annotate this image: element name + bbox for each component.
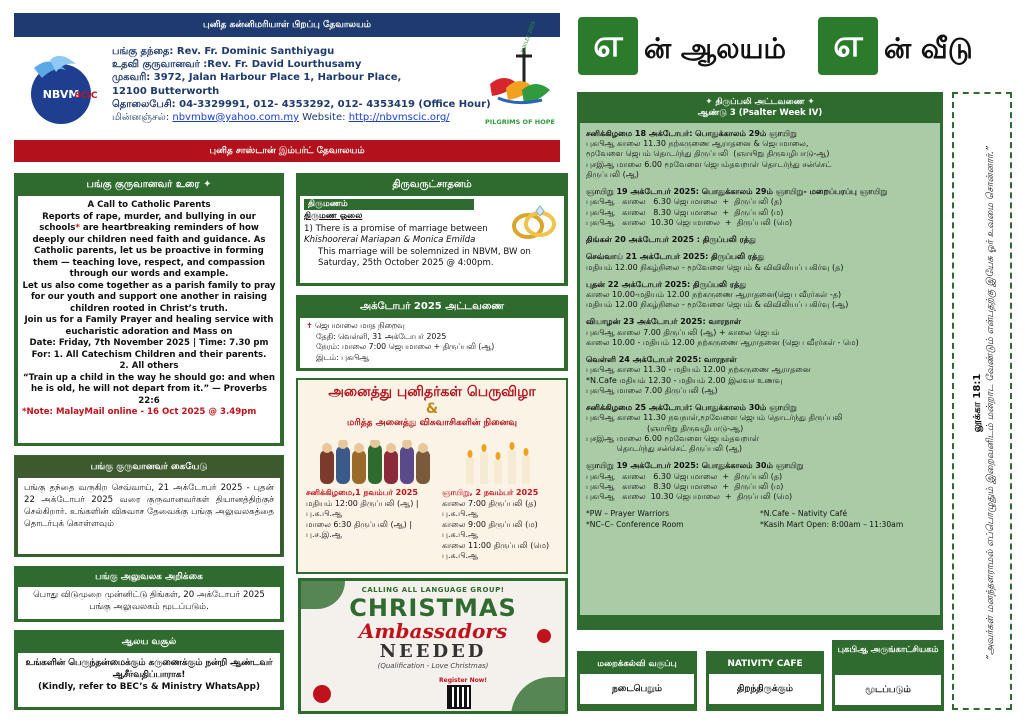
saints-illustration bbox=[316, 440, 436, 484]
cafe-status: திறந்திருக்கும் bbox=[709, 674, 821, 704]
priest-handbook-text: பங்கு தந்தை வருகிற செவ்வாய், 21 அக்டோபர் 2025 - புதன் 22 அக்டோபர் 2025 வரை குருவானவர்கள் தியானத்திற்குச் செல்கிறார். உங்களின் விசுவாச தேவைக்கு பங்கு அலுவலகத்தை தொடர்புக் கொள்ளவும் bbox=[18, 478, 280, 554]
schedule-line: (ஞாயிறு திருவழிபாடு-ஆ) bbox=[586, 423, 744, 433]
message-for2: 2. All others bbox=[119, 361, 179, 372]
title-word-2: ன் வீடு bbox=[884, 32, 973, 65]
schedule-line: புகபிஆ காலை 6.30 ஜெபமாலை + திருப்பலி (த) bbox=[586, 197, 783, 207]
legend-item: *NC–C– Conference Room bbox=[586, 519, 684, 529]
schedule-legend bbox=[586, 509, 934, 530]
marriage-text-a: There is a promise of marriage between bbox=[315, 224, 488, 234]
schedule-day bbox=[586, 252, 934, 272]
all-saints-left-title: சனிக்கிழமை,1 நவம்பர் 2025 bbox=[306, 488, 418, 497]
title-word-1: ன் ஆலயம் bbox=[644, 32, 787, 65]
schedule-line: தொடர்ந்து சன்செட் திருப்பலி (ஆ) bbox=[586, 444, 742, 454]
priest-handbook-heading: பங்கு குருவானவர் கையேடு bbox=[15, 456, 283, 478]
rosary-icon: ✝ bbox=[306, 321, 313, 330]
jubilee-slogan: PILGRIMS OF HOPE bbox=[485, 118, 555, 126]
phone-line: தொலைபேசி: 04-3329991, 012- 4353292, 012- 4353419 (Office Hour) bbox=[112, 98, 491, 110]
jubilee-year: JUBILEE 2025 bbox=[520, 20, 538, 55]
schedule-day-title: திங்கள் 20 அக்டோபர் 2025 : திருப்பலி ரத்து bbox=[586, 235, 756, 245]
all-saints-right-title: ஞாயிறு, 2 நவம்பர் 2025 bbox=[442, 488, 539, 497]
schedule-day bbox=[586, 403, 934, 454]
pine-branch-icon bbox=[511, 677, 568, 714]
schedule-day bbox=[586, 461, 934, 502]
collection-text2: (Kindly, refer to BEC’s & Ministry WhatsApp) bbox=[38, 681, 260, 692]
schedule-line: புகபிஆ காலை 10.30 ஜெபமாலை + திருப்பலி (மெ) bbox=[586, 491, 793, 501]
message-title: A Call to Catholic Parents bbox=[87, 200, 211, 210]
email-line bbox=[112, 111, 492, 124]
svg-text:NBVM: NBVM bbox=[42, 88, 80, 101]
october-time: நேரம்: மாலை 7:00 ஜெபமாலை + திருப்பலி (ஆ) bbox=[316, 342, 495, 352]
schedule-line: புகபிஆ காலை 6.30 ஜெபமாலை + திருப்பலி (த) bbox=[586, 471, 783, 481]
schedule-line: திருப்பலி (ஆ) bbox=[586, 169, 639, 179]
website-label: Website: bbox=[302, 111, 349, 123]
all-saints-right bbox=[442, 488, 566, 562]
subchurch-name: புனித சாஸ்டான் இம்பர்ட் தேவாலயம் bbox=[209, 146, 365, 156]
christmas-register: Register Now! bbox=[439, 677, 488, 684]
schedule-day bbox=[586, 129, 934, 180]
sacraments-sub2: திருமண ஓலை bbox=[304, 211, 363, 221]
christmas-line2: Ambassadors bbox=[358, 619, 508, 644]
schedule-line: மதியம் 12.00 நிகழ்நிலை - மூவேளை ஜெபம் & விவிலியப் பகிர்வு (த) bbox=[586, 262, 844, 272]
legend-item: *Kasih Mart Open: 8:00am – 11:30am bbox=[760, 519, 904, 529]
liturgy-header bbox=[580, 95, 940, 120]
address-line2: 12100 Butterworth bbox=[112, 85, 220, 97]
october-place: இடம்: புகபிஆ bbox=[316, 352, 369, 362]
wedding-rings-icon bbox=[510, 202, 558, 242]
message-for1: For: 1. All Catechism Children and their parents. bbox=[31, 349, 267, 360]
schedule-day-title: ஞாயிறு 19 அக்டோபர் 2025: பொதுக்காலம் 30ம் ஞாயிறு bbox=[586, 461, 804, 471]
email-label: மின்னஞ்சல்: bbox=[112, 111, 170, 123]
all-saints-right-line: காலை 11:00 திருப்பலி (மெ) பு.க.பி.ஆ bbox=[442, 540, 550, 561]
schedule-day-title: ஞாயிறு 19 அக்டோபர் 2025: பொதுக்காலம் 29ம் ஞாயிறு- மறைப்பரப்பு ஞாயிறு bbox=[586, 187, 888, 197]
ornament-icon bbox=[537, 629, 551, 643]
address-line1: முகவரி: 3972, Jalan Harbour Place 1, Harbour Place, bbox=[112, 72, 402, 84]
schedule-line: புசஇஆ மாலை 6.00 மூவேளை ஜெபம்தவறாள் bbox=[586, 433, 760, 443]
christmas-line1: CHRISTMAS bbox=[349, 594, 517, 622]
all-saints-title2: மரித்த அனைத்து விசுவாசிகளின் நினைவு bbox=[347, 418, 517, 428]
message-quote: “Train up a child in the way he should go: and when he is old, he will not depart from it.” — Proverbs 22:6 bbox=[23, 372, 275, 406]
schedule-day-title: வியாழன் 23 அக்டோபர் 2025: வாரநாள் bbox=[586, 317, 741, 327]
october-event bbox=[306, 321, 558, 332]
message-note: *Note: MalayMail online - 16 Oct 2025 @ 3.49pm bbox=[22, 407, 257, 418]
schedule-line: புகபிஆ காலை 11.30 நற்கருணை ஆராதனை & ஜெபமாலை, bbox=[586, 139, 809, 149]
office-notice-box bbox=[14, 566, 284, 622]
email-link[interactable]: nbvmbw@yahoo.com.my bbox=[172, 111, 300, 123]
christmas-line3: NEEDED bbox=[379, 641, 487, 663]
schedule-line: புகபிஆ காலை 11.30 - மதியம் 12.00 நற்கருணை ஆராதனை bbox=[586, 365, 811, 375]
candles-illustration bbox=[460, 440, 540, 484]
cafe-label: NATIVITY CAFE bbox=[727, 659, 803, 669]
museum-label: புகபிஆ அருங்காட்சியகம் bbox=[837, 645, 939, 655]
schedule-day bbox=[586, 317, 934, 348]
priest-handbook-box bbox=[14, 455, 284, 557]
schedule-line: புகபிஆ காலை 8.30 ஜெபமாலை + திருப்பலி (ம) bbox=[586, 207, 784, 217]
all-saints-left-line: மாலை 6:30 திருப்பலி (ஆ) | பு.ச.இ.ஆ bbox=[306, 519, 413, 540]
all-saints-amp: & bbox=[425, 401, 439, 417]
message-p3: Join us for a Family Prayer and healing service with eucharistic adoration and Mass on bbox=[24, 315, 274, 337]
legend-item: *N.Cafe – Nativity Café bbox=[760, 509, 848, 519]
message-date: Date: Friday, 7th November 2025 | Time: 7.30 pm bbox=[29, 338, 269, 349]
parish-priest: பங்கு தந்தை: Rev. Fr. Dominic Santhiyagu bbox=[112, 46, 335, 57]
subchurch-bar bbox=[14, 140, 560, 162]
october-heading: அக்டோபர் 2025 அட்டவணை bbox=[297, 296, 567, 318]
christmas-top: CALLING ALL LANGUAGE GROUP! bbox=[361, 586, 505, 594]
priest-message-box bbox=[14, 173, 284, 446]
christmas-poster bbox=[298, 578, 568, 714]
legend-item: *PW – Prayer Warriors bbox=[586, 509, 670, 519]
all-saints-right-line: காலை 7:00 திருப்பலி (த) பு.க.பி.ஆ bbox=[442, 498, 537, 519]
schedule-day bbox=[586, 355, 934, 396]
assistant-priest: உதவி குருவானவர் :Rev. Fr. David Lourthusamy bbox=[112, 59, 362, 71]
schedule-day bbox=[586, 235, 934, 245]
church-name-bar bbox=[14, 13, 560, 37]
schedule-line: புகபிஆ காலை 8.30 ஜெபமாலை + திருப்பலி (ம) bbox=[586, 481, 784, 491]
liturgy-body bbox=[580, 123, 940, 615]
verse-content bbox=[971, 103, 997, 703]
sacraments-subheading: திருமணம் bbox=[304, 199, 474, 210]
schedule-line: புசஇஆ மாலை 6.00 மூவேளை ஜெபம்தவறாள் தொடர்ந்து சன்செட் bbox=[586, 159, 832, 169]
schedule-day-title: சனிக்கிழமை 25 அக்டோபர்: பொதுக்காலம் 30ம் ஞாயிறு bbox=[586, 403, 797, 413]
collection-heading: ஆலய வசூல் bbox=[15, 631, 283, 653]
liturgy-box bbox=[577, 92, 943, 630]
schedule-day-title: சனிக்கிழமை 18 அக்டோபர்: பொதுக்காலம் 29ம் ஞாயிறு bbox=[586, 128, 797, 138]
collection-box bbox=[14, 630, 284, 710]
october-body bbox=[300, 318, 564, 368]
marriage-names: Khishoorerai Mariapan & Monica Emilda bbox=[304, 235, 476, 246]
schedule-line: புகபிஆ மாலை 7.00 திருப்பலி (ஆ) bbox=[586, 385, 718, 395]
website-link[interactable]: http://nbvmscic.org/ bbox=[348, 111, 450, 123]
collection-text: உங்களின் பெருந்தன்மைக்கும் கருணைக்கும் நன்றி ஆண்டவர் ஆசீர்வதிப்பாராக! bbox=[25, 658, 273, 680]
contact-block bbox=[112, 45, 492, 124]
ornament-icon bbox=[313, 685, 331, 703]
office-notice-text: பொது விடுமுறை முன்னிட்டு திங்கள், 20 அக்டோபர் 2025 பங்கு அலுவலகம் மூடப்படும். bbox=[18, 587, 280, 619]
priest-message-heading-text: பங்கு குருவானவர் உரை bbox=[86, 179, 200, 190]
october-event-text: ஜெபமாலை மாத நிறைவு bbox=[315, 321, 405, 330]
all-saints-poster bbox=[296, 378, 568, 574]
october-date: தேதி: வெள்ளி, 31 அக்டோபர் 2025 bbox=[316, 331, 447, 341]
schedule-line: *N.Cafe மதியம் 12.30 - மதியம் 2.00 இலவச உணவு bbox=[586, 375, 783, 385]
footnote-star: * bbox=[75, 223, 80, 234]
museum-box bbox=[832, 640, 944, 711]
liturgy-heading1: ✦ திருப்பலி அட்டவணை ✦ bbox=[705, 97, 815, 107]
all-saints-left bbox=[306, 488, 434, 541]
sacraments-body bbox=[300, 196, 564, 283]
museum-status: மூடப்படும் bbox=[835, 675, 941, 705]
catechism-status: நடைபெறும் bbox=[580, 674, 694, 704]
schedule-line: புகபிஆ காலை 11.30 நவநாள்,மூவேளை ஜெபம் தொடர்ந்து திருப்பலி bbox=[586, 413, 843, 423]
verse-ref: லூக்கா 18:1 bbox=[971, 373, 983, 433]
marriage-text-b: This marriage will be solemnized in NBVM, BW on Saturday, 25th October 2025 @ 4:00pm. bbox=[318, 246, 531, 269]
liturgy-heading2: ஆண்டு 3 (Psalter Week IV) bbox=[697, 108, 823, 119]
marriage-num: 1) bbox=[304, 224, 313, 234]
verse-text: “அவர்கள் மனந்தளராமல் எப்பொழுதும் இறைவனிடம் மன்றாட வேண்டும் என்பதற்கு இயேசு ஓர் உவமை சொன்னார்.” bbox=[984, 146, 996, 660]
schedule-line: மூவேளை ஜெபம் தொடர்ந்து திருப்பலி (ஞாயிறு திருவழிபாடு-ஆ) bbox=[586, 149, 830, 159]
priest-message-heading bbox=[15, 174, 283, 196]
dove-icon: ✦ bbox=[203, 179, 212, 190]
church-name: புனித கன்னிமரியாள் பிறப்பு தேவாலயம் bbox=[203, 20, 371, 30]
catechism-label: மறைக்கல்வி வகுப்பு bbox=[597, 659, 677, 669]
october-box bbox=[296, 295, 568, 371]
parish-logo bbox=[20, 48, 102, 130]
priest-message-body bbox=[18, 196, 280, 443]
schedule-line: புகபிஆ காலை 10.30 ஜெபமாலை + திருப்பலி (மெ) bbox=[586, 217, 793, 227]
schedule-line: காலை 10.00-மதியம் 12.00 நற்கருணை ஆராதனை(ஜெப வீரர்கள் -த) bbox=[586, 289, 842, 299]
qr-code-icon[interactable] bbox=[447, 685, 471, 709]
schedule-day-title: புதன் 22 அக்டோபர் 2025: திருப்பலி ரத்து bbox=[586, 279, 747, 289]
message-p1 bbox=[22, 212, 276, 281]
sacraments-box bbox=[296, 173, 568, 286]
schedule-line: மதியம் 12.00 நிகழ்நிலை - மூவேளை ஜெபம் & விவிலியப் பகிர்வு (ஆ) bbox=[586, 300, 849, 310]
all-saints-right-line: காலை 9:00 திருப்பலி (ம) பு.க.பி.ஆ bbox=[442, 519, 538, 540]
schedule-day bbox=[586, 187, 934, 228]
verse-box bbox=[952, 92, 1012, 710]
christmas-line4: (Qualification - Love Christmas) bbox=[377, 661, 489, 670]
all-saints-title1: அனைத்து புனிதர்கள் பெருவிழா bbox=[328, 384, 536, 400]
sacraments-heading: திருவருட்சாதனம் bbox=[297, 174, 567, 196]
schedule-day bbox=[586, 280, 934, 311]
title-letter-2: எ bbox=[818, 17, 878, 75]
message-p1-b: are heartbreaking reminders of how deeply our children need faith and guidance. As Catholic parents, let us be proactive in forming them — teaching love, respect, and compassion through our words and example. bbox=[32, 223, 266, 280]
schedule-line: புகபிஆ காலை 7.00 திருப்பலி (ஆ) + காலை ஜெபம் bbox=[586, 327, 780, 337]
jubilee-logo bbox=[484, 20, 556, 136]
svg-text:SCIC: SCIC bbox=[74, 91, 98, 101]
schedule-day-title: செவ்வாய் 21 அக்டோபர் 2025: திருப்பலி ரத்து bbox=[586, 252, 765, 262]
office-notice-heading: பங்கு அலுவலக அறிக்கை bbox=[15, 567, 283, 587]
message-p1-a: Reports of rape, murder, and bullying in our schools bbox=[39, 211, 256, 234]
message-p2: Let us also come together as a parish family to pray for our youth and support one another in raising children rooted in Christ’s truth. bbox=[22, 280, 276, 314]
cafe-box bbox=[706, 651, 824, 711]
collection-body bbox=[18, 653, 280, 707]
schedule-line: காலை 10.00 - மதியம் 12.00 நற்கருணை ஆராதனை (ஜெப வீரர்கள் - மெ) bbox=[586, 337, 859, 347]
schedule-day-title: வெள்ளி 24 அக்டோபர் 2025: வாரநாள் bbox=[586, 355, 737, 365]
title-letter-1: எ bbox=[578, 17, 638, 75]
all-saints-left-line: மதியம் 12:00 திருப்பலி (ஆ) | பு.க.பி.ஆ bbox=[306, 498, 419, 519]
catechism-box bbox=[577, 651, 697, 711]
